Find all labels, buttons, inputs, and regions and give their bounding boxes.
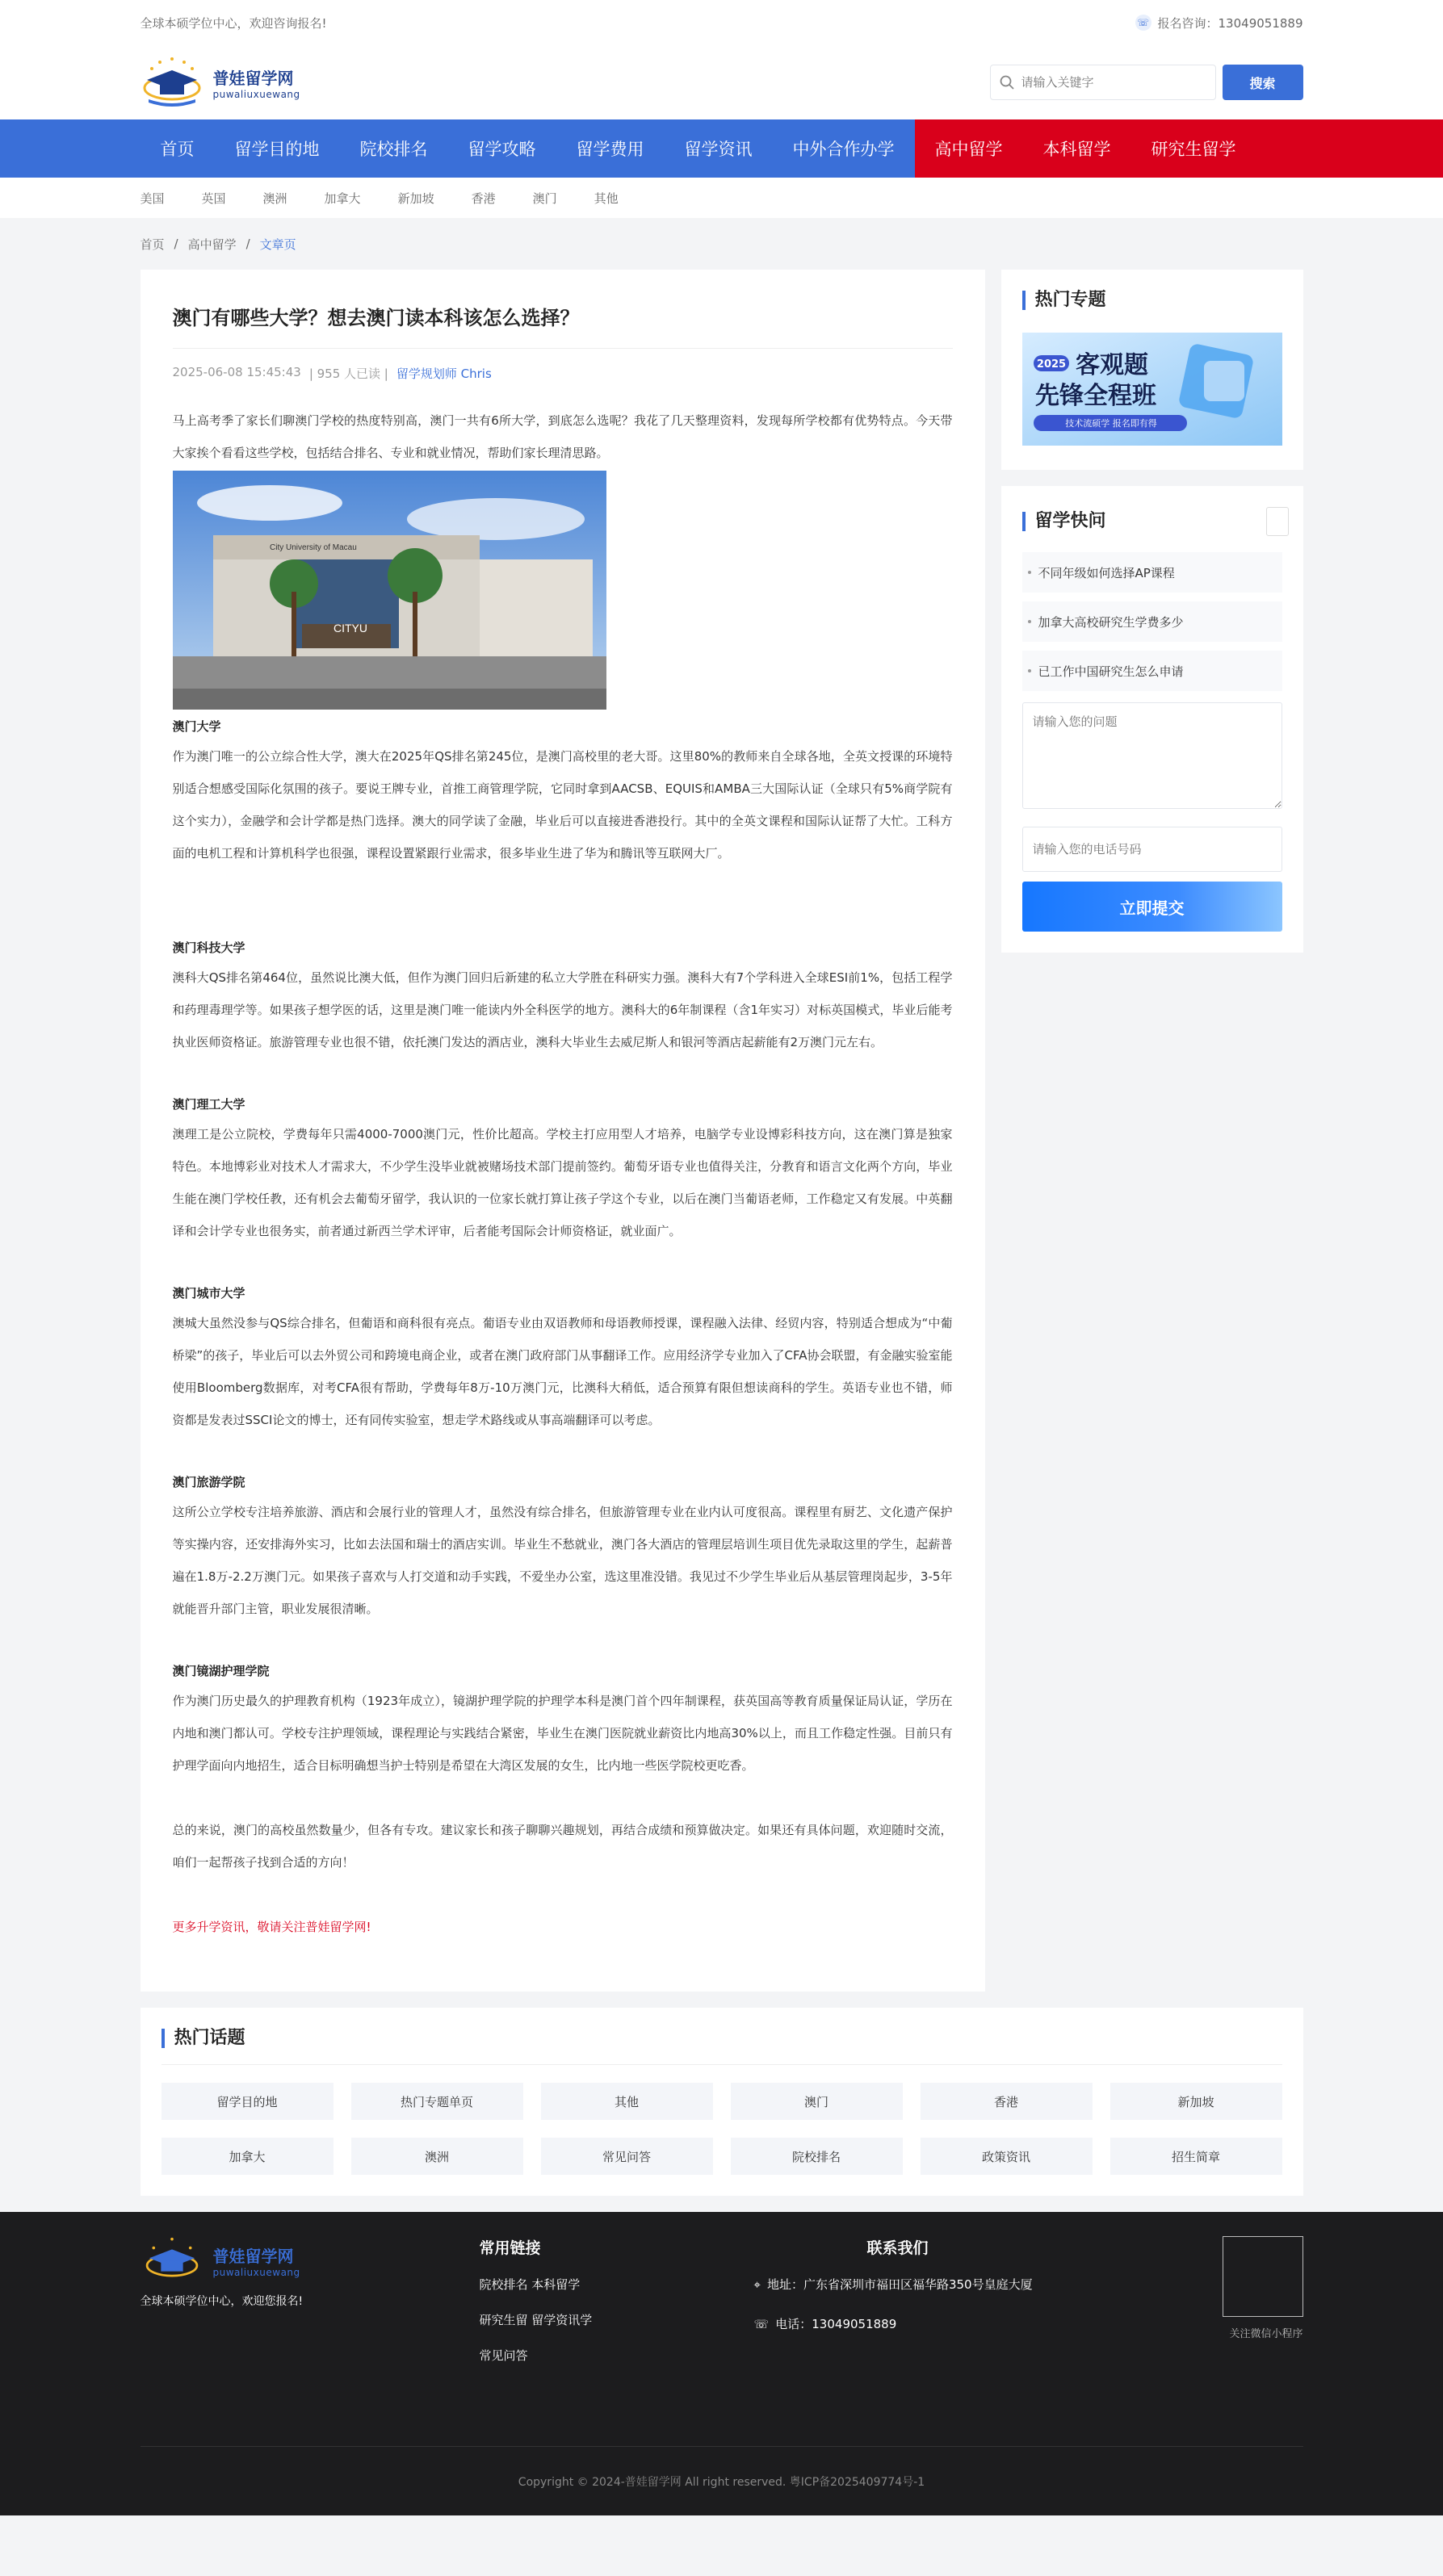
breadcrumb-current: 文章页 [259,237,296,252]
hot-topics-card [1001,270,1303,470]
article-meta [173,365,953,382]
tag-item[interactable]: 香港 [921,2083,1093,2120]
search-bar [990,65,1303,100]
footer-phone [754,2315,1198,2332]
subnav-singapore[interactable]: 新加坡 [397,191,434,206]
nav-news[interactable]: 留学资讯 [684,140,753,159]
search-button[interactable]: 搜索 [1223,65,1303,100]
hot-tags-title: 热门话题 [161,2029,1282,2048]
phone-text: 电话：13049051889 [775,2317,897,2331]
subnav-usa[interactable]: 美国 [140,191,165,206]
footer-links-title: 常用链接 [479,2239,541,2257]
section-heading: 澳门科技大学 [172,940,245,955]
section-text: 澳城大虽然没参与QS综合排名，但葡语和商科很有亮点。葡语专业由双语教师和母语教师授课，课程融入法律、经贸内容，特别适合想成为“中葡桥梁”的孩子，毕业后可以去外贸公司和跨境电商企业，或者在澳门政府部门从事翻译工作。应用经济学专业加入了CFA协会联盟，有金融实验室能使用Bloomberg数据库，对考CFA很有帮助，学费每年8万-10万澳门元，比澳科大稍低，适合预算有限但想读商科的学生。英语专业也不错，师资都是发表过SSCI论文的博士，还有同传实验室，想走学术路线或从事高端翻译可以考虑。 [172,1316,953,1427]
nav-ranking[interactable]: 院校排名 [359,140,428,159]
image-caption: City University of Macau [269,543,357,552]
nav-high-school[interactable]: 高中留学 [915,119,1023,178]
nav-home[interactable]: 首页 [160,140,195,159]
logo-name: 普娃留学网 [212,68,294,88]
footer-contact-title: 联系我们 [866,2239,929,2257]
question-item[interactable]: 加拿大高校研究生学费多少 [1022,601,1282,642]
nav-undergrad[interactable]: 本科留学 [1023,119,1131,178]
breadcrumb-sep: / [174,237,178,251]
tag-item[interactable]: 留学目的地 [161,2083,333,2120]
hot-tags-section [141,2008,1303,2196]
sub-nav [0,178,1443,218]
footer-slogan: 全球本硕学位中心，欢迎您报名! [140,2295,304,2308]
submit-button[interactable]: 立即提交 [1022,882,1282,932]
hotline-text: 报名咨询：13049051889 [1157,15,1303,31]
section-heading: 澳门旅游学院 [172,1475,245,1489]
search-input[interactable] [1021,75,1207,90]
nav-guide[interactable]: 留学攻略 [468,140,536,159]
breadcrumb [0,218,1443,270]
subnav-hongkong[interactable]: 香港 [471,191,496,206]
qr-caption: 关注微信小程序 [1229,2328,1303,2340]
svg-text:客观题: 客观题 [1075,351,1148,379]
section-text: 作为澳门历史最久的护理教育机构（1923年成立），镜湖护理学院的护理学本科是澳门首个四年制课程，获英国高等教育质量保证局认证，学历在内地和澳门都认可。学校专注护理领域，课程理论与实践结合紧密，毕业生在澳门医院就业薪资比内地高30%以上，而且工作稳定性强。目前只有护理学面向内地招生，适合目标明确想当护士特别是希望在大湾区发展的女生，比内地一些医学院校更吃香。 [172,1694,953,1773]
footer-logo-pinyin: puwaliuxuewang [212,2266,300,2278]
tag-item[interactable]: 热门专题单页 [351,2083,523,2120]
section-heading: 澳门理工大学 [172,1097,245,1112]
subnav-macau[interactable]: 澳门 [532,191,557,206]
tag-item[interactable]: 澳洲 [351,2138,523,2175]
article-intro: 马上高考季了家长们聊澳门学校的热度特别高，澳门一共有6所大学，到底怎么选呢？我花了几天整理资料，发现每所学校都有优势特点。今天带大家挨个看看这些学校，包括结合排名、专业和就业情况，帮助们家长理清思路。 [172,413,953,460]
subnav-canada[interactable]: 加拿大 [324,191,361,206]
section-text: 这所公立学校专注培养旅游、酒店和会展行业的管理人才，虽然没有综合排名，但旅游管理专业在业内认可度很高。课程里有厨艺、文化遗产保护等实操内容，还安排海外实习，比如去法国和瑞士的酒店实训。毕业生不愁就业，澳门各大酒店的管理层培训生项目优先录取这里的学生，起薪普遍在1.8万-2.2万澳门元。如果孩子喜欢与人打交道和动手实践，不爱坐办公室，选这里准没错。我见过不少学生毕业后从基层管理岗起步，3-5年就能晋升部门主管，职业发展很清晰。 [172,1505,953,1616]
breadcrumb-home[interactable]: 首页 [140,237,165,252]
article-title: 澳门有哪些大学？想去澳门读本科该怎么选择？ [173,302,953,349]
breadcrumb-category[interactable]: 高中留学 [187,237,237,252]
article [141,270,985,1992]
section-heading: 澳门镜湖护理学院 [172,1664,270,1678]
quick-ask-card [1001,486,1303,953]
subnav-uk[interactable]: 英国 [201,191,226,206]
article-author[interactable]: 留学规划师 Chris [396,367,492,381]
logo-pinyin: puwaliuxuewang [212,88,300,100]
header [0,45,1443,119]
logo[interactable] [141,56,300,109]
phone-icon: ☏ [753,2316,770,2331]
nav-cost[interactable]: 留学费用 [576,140,644,159]
tag-item[interactable]: 其他 [541,2083,713,2120]
svg-text:CITYU: CITYU [333,622,367,635]
welcome-text: 全球本硕学位中心，欢迎咨询报名! [140,15,327,31]
svg-text:技术流硕学 报名即有得: 技术流硕学 报名即有得 [1064,418,1157,429]
promo-banner[interactable] [1022,333,1282,446]
address-text: 地址：广东省深圳市福田区福华路350号皇庭大厦 [766,2277,1033,2292]
svg-text:先锋全程班: 先锋全程班 [1034,382,1156,410]
qa-image [1266,507,1289,536]
footer-logo[interactable] [141,2236,480,2285]
phone-icon: ☏ [1135,15,1151,31]
nav-destination[interactable]: 留学目的地 [234,140,320,159]
footer-logo-icon [141,2236,203,2285]
section-heading: 澳门城市大学 [172,1286,245,1301]
hotline [1135,15,1303,31]
footer-link[interactable]: 研究生留 留学资讯学 [479,2313,593,2327]
qr-code [1223,2236,1303,2317]
tag-item[interactable]: 澳门 [731,2083,903,2120]
breadcrumb-sep: / [245,237,250,251]
tag-item[interactable]: 院校排名 [731,2138,903,2175]
phone-input[interactable] [1022,827,1282,872]
footer [0,2212,1443,2515]
logo-icon [141,56,203,109]
footer-address [754,2276,1198,2293]
tag-item[interactable]: 政策资讯 [921,2138,1093,2175]
nav-joint-program[interactable]: 中外合作办学 [792,140,895,159]
tag-item[interactable]: 加拿大 [161,2138,333,2175]
copyright: Copyright © 2024-普娃留学网 All right reserved. 粤ICP备2025409774号-1 [141,2446,1303,2515]
question-item[interactable]: 不同年级如何选择AP课程 [1022,552,1282,593]
question-item[interactable]: 已工作中国研究生怎么申请 [1022,651,1282,691]
footer-link[interactable]: 院校排名 本科留学 [479,2277,581,2292]
nav-graduate[interactable]: 研究生留学 [1131,119,1256,178]
question-textarea[interactable] [1022,702,1282,809]
section-heading: 澳门大学 [172,719,221,734]
location-icon: ⌖ [753,2277,761,2292]
section-text: 澳科大QS排名第464位，虽然说比澳大低，但作为澳门回归后新建的私立大学胜在科研实力强。澳科大有7个学科进入全球ESI前1%，包括工程学和药理毒理学等。如果孩子想学医的话，这里是澳门唯一能读内外全科医学的地方。澳科大的6年制课程（含1年实习）对标英国模式，毕业后能考执业医师资格证。旅游管理专业也很不错，依托澳门发达的酒店业，澳科大毕业生去威尼斯人和银河等酒店起薪能有2万澳门元左右。 [172,970,953,1049]
main-nav [0,119,1443,178]
section-text: 澳理工是公立院校，学费每年只需4000-7000澳门元，性价比超高。学校主打应用型人才培养，电脑学专业设博彩科技方向，这在澳门算是独家特色。本地博彩业对技术人才需求大，不少学生没毕业就被赌场技术部门提前签约。葡萄牙语专业也值得关注，分教育和语言文化两个方向，毕业生能在澳门学校任教，还有机会去葡萄牙留学，我认识的一位家长就打算让孩子学这个专业，以后在澳门当葡语老师，工作稳定又有发展。中英翻译和会计学专业也很务实，前者通过新西兰学术评审，后者能考国际会计师资格证，就业面广。 [172,1127,953,1238]
tag-item[interactable]: 常见问答 [541,2138,713,2175]
tag-item[interactable]: 新加坡 [1110,2083,1282,2120]
top-bar [0,0,1443,45]
svg-text:2025: 2025 [1036,358,1066,371]
hot-topics-title: 热门专题 [1022,291,1282,310]
article-date: 2025-06-08 15:45:43 [172,365,301,379]
sidebar [1001,270,1303,1992]
main-content [141,270,1303,1992]
article-reads: | 955 人已读 | [308,367,388,381]
quick-ask-title: 留学快问 [1022,512,1106,531]
section-text: 作为澳门唯一的公立综合性大学，澳大在2025年QS排名第245位，是澳门高校里的老大哥。这里80%的教师来自全球各地，全英文授课的环境特别适合想感受国际化氛围的孩子。要说王牌专业，首推工商管理学院，它同时拿到AACSB、EQUIS和AMBA三大国际认证（全球只有5%商学院有这个实力），金融学和会计学都是热门选择。澳大的同学读了金融，毕业后可以直接进香港投行。其中的全英文课程和国际认证帮了大忙。工科方面的电机工程和计算机科学也很强，课程设置紧跟行业需求，很多毕业生进了华为和腾讯等互联网大厂。 [172,749,953,861]
search-icon [999,74,1015,90]
follow-note[interactable]: 更多升学资讯，敬请关注普娃留学网! [172,1920,371,1934]
tag-item[interactable]: 招生简章 [1110,2138,1282,2175]
article-image [173,471,606,710]
footer-link[interactable]: 常见问答 [479,2348,528,2363]
subnav-australia[interactable]: 澳洲 [262,191,287,206]
article-conclusion: 总的来说，澳门的高校虽然数量少，但各有专攻。建议家长和孩子聊聊兴趣规划，再结合成绩和预算做决定。如果还有具体问题，欢迎随时交流，咱们一起帮孩子找到合适的方向！ [172,1823,953,1870]
subnav-other[interactable]: 其他 [594,191,619,206]
footer-logo-name: 普娃留学网 [212,2246,294,2266]
